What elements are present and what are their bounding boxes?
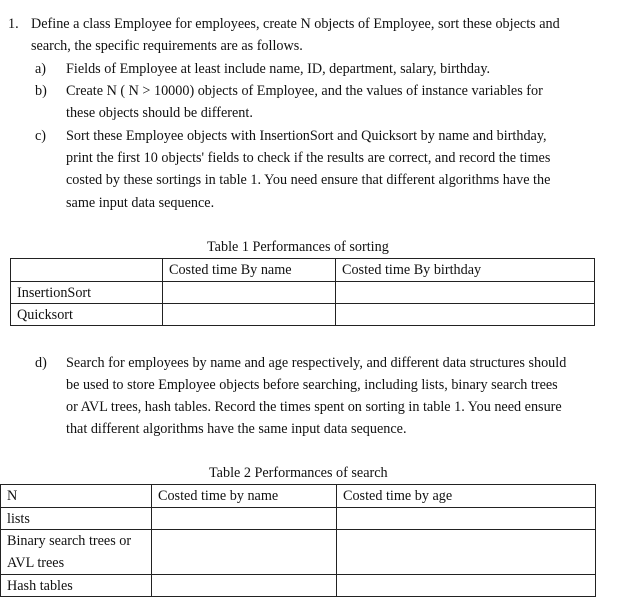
sub-d-label: d) xyxy=(35,355,47,371)
table-row xyxy=(11,304,595,326)
table2-row-hash: Hash tables xyxy=(1,575,152,597)
table2-caption: Table 2 Performances of search xyxy=(209,465,388,481)
table2-head-n: N xyxy=(1,485,152,508)
sub-d-line3: or AVL trees, hash tables. Record the times spent on sorting in table 1. You need ensure xyxy=(66,399,562,415)
table1-header-row xyxy=(11,259,595,282)
sub-d-line4: that different algorithms have the same input data sequence. xyxy=(66,421,407,437)
sub-c-line1: Sort these Employee objects with InsertionSort and Quicksort by name and birthday, xyxy=(66,128,547,144)
table1-head-empty xyxy=(11,259,163,282)
sub-b-label: b) xyxy=(35,83,47,99)
sub-c-line2: print the first 10 objects' fields to check if the results are correct, and record the times xyxy=(66,150,551,166)
sub-c-line4: same input data sequence. xyxy=(66,195,215,211)
sub-a-text: Fields of Employee at least include name, ID, department, salary, birthday. xyxy=(66,61,491,77)
table2-cell xyxy=(337,575,596,597)
table2-cell xyxy=(337,530,596,575)
table-row xyxy=(1,575,596,597)
table2-row-lists: lists xyxy=(1,508,152,530)
table1-head-name: Costed time By name xyxy=(163,259,336,282)
table1-cell xyxy=(163,304,336,326)
table-row xyxy=(11,282,595,304)
table-row xyxy=(1,508,596,530)
table1 xyxy=(10,258,595,326)
sub-d-line1: Search for employees by name and age respectively, and different data structures should xyxy=(66,355,567,371)
table-row xyxy=(1,530,596,575)
table1-row-quicksort: Quicksort xyxy=(11,304,163,326)
table2-head-name: Costed time by name xyxy=(152,485,337,508)
table2-row-bst xyxy=(1,530,152,575)
table2-row-bst-line2: AVL trees xyxy=(7,555,65,571)
sub-b-line1-text: Create N ( N > 10000) objects of Employee, and the values of instance variables for xyxy=(66,83,543,99)
table2-header-row xyxy=(1,485,596,508)
table1-head-birthday: Costed time By birthday xyxy=(336,259,595,282)
table2-cell xyxy=(337,508,596,530)
table2-head-age: Costed time by age xyxy=(337,485,596,508)
sub-c-line3: costed by these sortings in table 1. You need ensure that different algorithms have the xyxy=(66,172,551,188)
table2-cell xyxy=(152,508,337,530)
sub-c-label: c) xyxy=(35,128,47,144)
table1-cell xyxy=(163,282,336,304)
table1-cell xyxy=(336,304,595,326)
table2-cell xyxy=(152,530,337,575)
item-number: 1. xyxy=(8,16,19,32)
sub-b-line2: these objects should be different. xyxy=(66,105,253,121)
item1-line2: search, the specific requirements are as follows. xyxy=(31,38,303,54)
sub-a-label: a) xyxy=(35,61,47,77)
table2 xyxy=(0,484,596,597)
table1-caption: Table 1 Performances of sorting xyxy=(207,239,389,255)
table2-cell xyxy=(152,575,337,597)
table1-row-insertionsort: InsertionSort xyxy=(11,282,163,304)
item1-line1: Define a class Employee for employees, create N objects of Employee, sort these objects and xyxy=(31,16,560,32)
sub-d-line2: be used to store Employee objects before searching, including lists, binary search trees xyxy=(66,377,558,393)
sub-b-line1 xyxy=(66,82,599,100)
table1-cell xyxy=(336,282,595,304)
table2-row-bst-line1: Binary search trees or xyxy=(7,533,132,549)
